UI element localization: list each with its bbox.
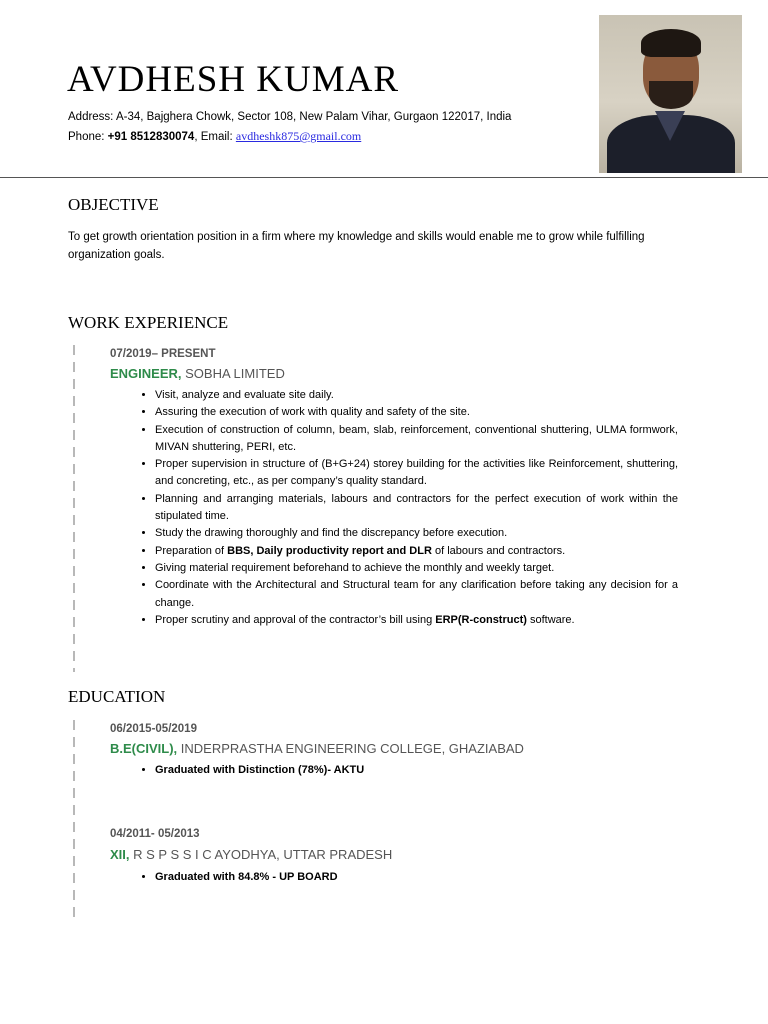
education-bullet-list <box>128 869 338 886</box>
list-item: • Execution of construction of column, beam, slab, reinforcement, conventional shuttering, ULMA formwork, MIVAN shuttering, PERI, etc. <box>155 422 678 457</box>
education-date: 06/2015-05/2019 <box>110 723 197 735</box>
degree-title: B.E(CIVIL), <box>110 741 178 756</box>
work-experience-heading: WORK EXPERIENCE <box>68 313 229 332</box>
list-item: • Graduated with 84.8% - UP BOARD <box>155 869 338 886</box>
bullet-bold-text: ERP(R-construct) <box>435 613 527 626</box>
phone-value: +91 8512830074 <box>107 131 195 143</box>
bullet-text: of labours and contractors. <box>431 544 566 557</box>
education-degree-line <box>110 741 524 756</box>
education-heading: EDUCATION <box>68 687 166 706</box>
email-link[interactable]: avdheshk875@gmail.com <box>235 129 362 143</box>
degree-title: XII, <box>110 847 130 862</box>
list-item: • Planning and arranging materials, labours and contractors for the perfect execution of work within the stipulated time. <box>155 491 678 526</box>
education-timeline-rail <box>73 720 75 920</box>
list-item: • Visit, analyze and evaluate site daily. <box>155 387 678 404</box>
work-bullet-list <box>128 387 678 629</box>
bullet-text: Proper scrutiny and approval of the contractor’s bill using <box>155 613 436 626</box>
address-value: A-34, Bajghera Chowk, Sector 108, New Palam Vihar, Gurgaon 122017, India <box>115 111 512 123</box>
phone-email-line <box>68 129 361 144</box>
objective-heading: OBJECTIVE <box>68 195 159 214</box>
work-date: 07/2019– PRESENT <box>110 348 216 360</box>
institution-name: INDERPRASTHA ENGINEERING COLLEGE, GHAZIABAD <box>180 741 524 756</box>
header-divider <box>0 177 768 178</box>
list-item: • Proper supervision in structure of (B+G+24) storey building for the activities like Reinforcement, shuttering, and concreting, etc., as per company’s quality standard. <box>155 456 678 491</box>
list-item <box>155 612 678 629</box>
job-title: ENGINEER, <box>110 366 182 381</box>
list-item: • Graduated with Distinction (78%)- AKTU <box>155 762 364 779</box>
education-degree-line <box>110 847 392 862</box>
list-item <box>155 543 678 560</box>
list-item: • Giving material requirement beforehand to achieve the monthly and weekly target. <box>155 560 678 577</box>
work-role <box>110 366 285 381</box>
candidate-name: AVDHESH KUMAR <box>67 59 399 100</box>
list-item: • Study the drawing thoroughly and find the discrepancy before execution. <box>155 525 678 542</box>
work-timeline-rail <box>73 345 75 672</box>
list-item: • Assuring the execution of work with quality and safety of the site. <box>155 404 678 421</box>
institution-name: R S P S S I C AYODHYA, UTTAR PRADESH <box>133 847 393 862</box>
address-label: Address: <box>68 111 114 123</box>
phone-label: Phone: <box>68 131 105 143</box>
bullet-text: software. <box>526 613 575 626</box>
email-label: , Email: <box>194 131 233 143</box>
bullet-text: Preparation of <box>155 544 228 557</box>
education-date: 04/2011- 05/2013 <box>110 828 200 840</box>
profile-photo <box>599 15 742 173</box>
company-name: SOBHA LIMITED <box>185 366 285 381</box>
address-line <box>68 111 511 123</box>
bullet-bold-text: BBS, Daily productivity report and DLR <box>227 544 432 557</box>
education-bullet-list <box>128 762 364 779</box>
list-item: • Coordinate with the Architectural and Structural team for any clarification before taking any decision for a change. <box>155 577 678 612</box>
objective-text: To get growth orientation position in a firm where my knowledge and skills would enable me to grow while fulfilling organization goals. <box>68 231 645 261</box>
